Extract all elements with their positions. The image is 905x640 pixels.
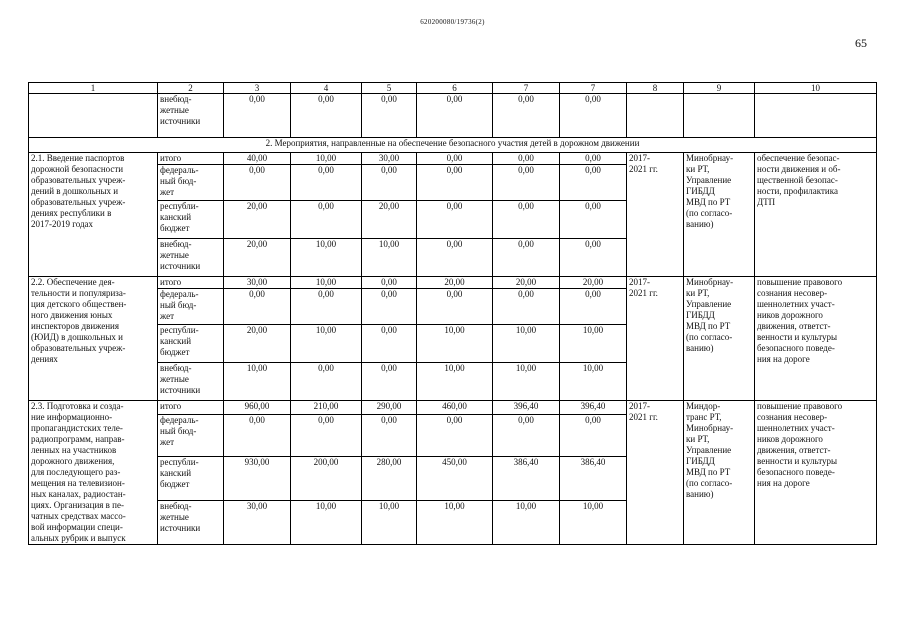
funding-source: республи- канский бюджет: [158, 201, 224, 239]
header-cell: 8: [627, 83, 684, 94]
value-cell: 30,00: [224, 500, 291, 544]
value-cell: 0,00: [362, 94, 417, 138]
value-cell: 10,00: [560, 363, 627, 401]
value-cell: 386,40: [560, 456, 627, 500]
funding-source: внебюд- жетные источники: [158, 239, 224, 277]
table-row: [29, 277, 877, 289]
value-cell: 960,00: [224, 401, 291, 415]
value-cell: 0,00: [417, 94, 493, 138]
funding-source: итого: [158, 277, 224, 289]
funding-source: внебюд- жетные источники: [158, 363, 224, 401]
value-cell: 0,00: [493, 289, 560, 325]
value-cell: 386,40: [493, 456, 560, 500]
value-cell: 30,00: [224, 277, 291, 289]
value-cell: 10,00: [417, 325, 493, 363]
value-cell: 0,00: [417, 414, 493, 456]
value-cell: 0,00: [291, 414, 362, 456]
top-continuation-row: [29, 94, 877, 138]
value-cell: 280,00: [362, 456, 417, 500]
table-row: [29, 153, 877, 165]
value-cell: 200,00: [291, 456, 362, 500]
empty-cell: [627, 94, 684, 138]
value-cell: 0,00: [362, 289, 417, 325]
value-cell: 10,00: [493, 363, 560, 401]
value-cell: 20,00: [224, 325, 291, 363]
value-cell: 0,00: [224, 94, 291, 138]
value-cell: 0,00: [493, 239, 560, 277]
value-cell: 20,00: [560, 277, 627, 289]
value-cell: 10,00: [493, 500, 560, 544]
period-cell: 2017- 2021 гг.: [627, 401, 684, 545]
value-cell: 0,00: [417, 153, 493, 165]
value-cell: 10,00: [291, 500, 362, 544]
funding-source: республи- канский бюджет: [158, 456, 224, 500]
empty-cell: [29, 94, 158, 138]
section-row: [29, 138, 877, 153]
value-cell: 10,00: [417, 363, 493, 401]
value-cell: 0,00: [224, 165, 291, 201]
value-cell: 20,00: [224, 239, 291, 277]
value-cell: 0,00: [417, 201, 493, 239]
value-cell: 0,00: [224, 414, 291, 456]
value-cell: 30,00: [362, 153, 417, 165]
value-cell: 396,40: [560, 401, 627, 415]
result-cell: повышение правового сознания несовер- шеннолетних участ- ников дорожного движения, ответст- венности и культуры безопасного поведе- ния на дороге: [755, 401, 877, 545]
header-cell: 10: [755, 83, 877, 94]
value-cell: 10,00: [291, 239, 362, 277]
value-cell: 0,00: [560, 165, 627, 201]
value-cell: 396,40: [493, 401, 560, 415]
header-cell: 6: [417, 83, 493, 94]
funding-source: итого: [158, 401, 224, 415]
document-id: 620200080/19736(2): [420, 18, 485, 26]
value-cell: 460,00: [417, 401, 493, 415]
value-cell: 10,00: [362, 500, 417, 544]
measure-name: 2.2. Обеспечение дея- тельности и популяриза- ция детского обществен- ного движения юных инспекторов движения (ЮИД) в дошкольных и образовательных учреж- дениях: [29, 277, 158, 401]
value-cell: 0,00: [291, 94, 362, 138]
value-cell: 0,00: [493, 201, 560, 239]
table-body: [29, 83, 877, 545]
value-cell: 0,00: [362, 165, 417, 201]
value-cell: 10,00: [493, 325, 560, 363]
page-number: 65: [855, 36, 867, 50]
section-title: 2. Мероприятия, направленные на обеспечение безопасного участия детей в дорожном движении: [29, 138, 877, 153]
value-cell: 0,00: [291, 201, 362, 239]
value-cell: 0,00: [560, 289, 627, 325]
value-cell: 0,00: [362, 414, 417, 456]
value-cell: 10,00: [291, 277, 362, 289]
value-cell: 0,00: [493, 94, 560, 138]
value-cell: 0,00: [362, 277, 417, 289]
header-row: [29, 83, 877, 94]
value-cell: 290,00: [362, 401, 417, 415]
executor-cell: Миндор- транс РТ, Минобрнау- ки РТ, Управление ГИБДД МВД по РТ (по согласо- ванию): [684, 401, 755, 545]
funding-source: федераль- ный бюд- жет: [158, 289, 224, 325]
empty-cell: [755, 94, 877, 138]
value-cell: 450,00: [417, 456, 493, 500]
funding-source: федераль- ный бюд- жет: [158, 165, 224, 201]
value-cell: 10,00: [291, 153, 362, 165]
table-row: [29, 401, 877, 415]
measure-name: 2.1. Введение паспортов дорожной безопасности образовательных учреж- дений в дошкольных и образовательных учреж- дениях республики в 2017-2019 годах: [29, 153, 158, 277]
funding-source: итого: [158, 153, 224, 165]
value-cell: 0,00: [224, 289, 291, 325]
value-cell: 0,00: [291, 165, 362, 201]
header-cell: 4: [291, 83, 362, 94]
value-cell: 20,00: [224, 201, 291, 239]
header-cell: 5: [362, 83, 417, 94]
value-cell: 10,00: [224, 363, 291, 401]
period-cell: 2017- 2021 гг.: [627, 153, 684, 277]
value-cell: 0,00: [560, 414, 627, 456]
value-cell: 10,00: [362, 239, 417, 277]
period-cell: 2017- 2021 гг.: [627, 277, 684, 401]
header-cell: 7: [493, 83, 560, 94]
value-cell: 10,00: [291, 325, 362, 363]
program-table: [28, 82, 877, 545]
value-cell: 0,00: [362, 325, 417, 363]
funding-source: федераль- ный бюд- жет: [158, 414, 224, 456]
value-cell: 0,00: [493, 414, 560, 456]
result-cell: повышение правового сознания несовер- шеннолетних участ- ников дорожного движения, ответст- венности и культуры безопасного поведе- ния на дороге: [755, 277, 877, 401]
funding-source: внебюд- жетные источники: [158, 94, 224, 138]
value-cell: 20,00: [493, 277, 560, 289]
measure-name: 2.3. Подготовка и созда- ние информационно- пропагандистских теле- радиопрограмм, направ- ленных на участников дорожного движения, для последующего раз- мещения на телевизион- ных каналах, радиостан- циях. Организация в пе- чатных средствах массо- вой информации специ- альных рубрик и выпуск: [29, 401, 158, 545]
executor-cell: Минобрнау- ки РТ, Управление ГИБДД МВД по РТ (по согласо- ванию): [684, 277, 755, 401]
value-cell: 930,00: [224, 456, 291, 500]
value-cell: 0,00: [560, 94, 627, 138]
result-cell: обеспечение безопас- ности движения и об- щественной безопас- ности, профилактика ДТП: [755, 153, 877, 277]
value-cell: 0,00: [417, 289, 493, 325]
executor-cell: Минобрнау- ки РТ, Управление ГИБДД МВД по РТ (по согласо- ванию): [684, 153, 755, 277]
value-cell: 0,00: [291, 289, 362, 325]
value-cell: 0,00: [560, 153, 627, 165]
value-cell: 20,00: [417, 277, 493, 289]
value-cell: 10,00: [560, 325, 627, 363]
header-cell: 1: [29, 83, 158, 94]
value-cell: 0,00: [291, 363, 362, 401]
value-cell: 10,00: [560, 500, 627, 544]
funding-source: республи- канский бюджет: [158, 325, 224, 363]
value-cell: 0,00: [417, 165, 493, 201]
value-cell: 0,00: [493, 153, 560, 165]
value-cell: 0,00: [560, 201, 627, 239]
header-cell: 9: [684, 83, 755, 94]
empty-cell: [684, 94, 755, 138]
value-cell: 10,00: [417, 500, 493, 544]
value-cell: 0,00: [417, 239, 493, 277]
header-cell: 2: [158, 83, 224, 94]
value-cell: 40,00: [224, 153, 291, 165]
header-cell: 3: [224, 83, 291, 94]
value-cell: 20,00: [362, 201, 417, 239]
header-cell: 7: [560, 83, 627, 94]
value-cell: 210,00: [291, 401, 362, 415]
value-cell: 0,00: [362, 363, 417, 401]
funding-source: внебюд- жетные источники: [158, 500, 224, 544]
value-cell: 0,00: [493, 165, 560, 201]
value-cell: 0,00: [560, 239, 627, 277]
